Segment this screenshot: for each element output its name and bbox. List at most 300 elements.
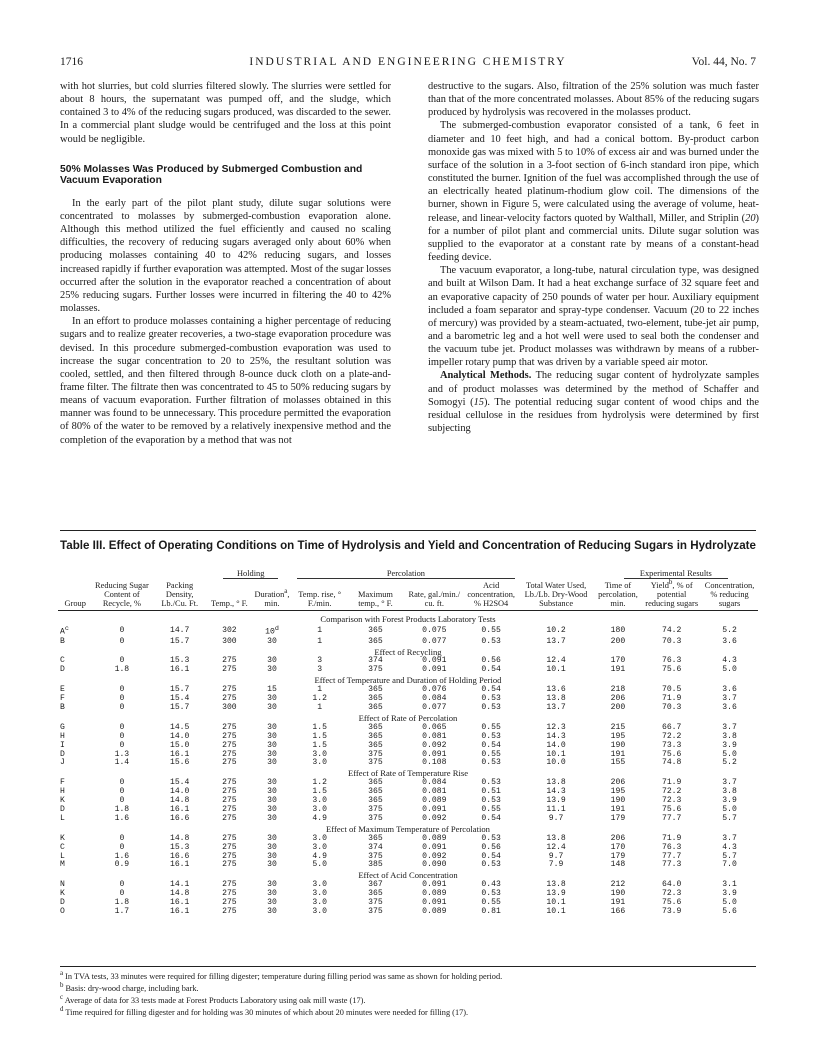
cell-temp: 275 (222, 685, 237, 695)
cell-duration: 30 (267, 804, 277, 814)
cell-time: 191 (610, 898, 626, 908)
col-header-yield (642, 578, 701, 608)
cell-maxtemp: 375 (368, 665, 383, 675)
cell-rise: 4.9 (312, 851, 327, 861)
footnote-mark: c (60, 993, 64, 1001)
cell-time: 190 (610, 740, 626, 750)
cell-yield: 76.3 (661, 842, 682, 852)
cell-yield: 76.3 (661, 656, 682, 666)
cell-time: 155 (610, 758, 626, 768)
cell-rise: 3.0 (312, 758, 327, 768)
cell-conc: 5.6 (722, 906, 737, 916)
cell-temp: 275 (222, 833, 237, 843)
cell-density: 16.6 (169, 813, 190, 823)
footnote (60, 1005, 756, 1017)
cell-group: D (60, 665, 65, 675)
cell-time: 170 (610, 656, 626, 666)
cell-acid: 0.53 (481, 833, 501, 843)
cell-duration: 30 (267, 758, 277, 768)
cell-acid: 0.55 (481, 804, 501, 814)
cell-time: 179 (610, 813, 626, 823)
cell-maxtemp: 367 (368, 880, 383, 890)
cell-density: 14.0 (169, 787, 190, 797)
cell-rise: 1.5 (312, 740, 327, 750)
cell-conc: 4.3 (722, 656, 737, 666)
cell-rise: 1.2 (312, 778, 327, 788)
cell-group: J (60, 758, 65, 768)
cell-rate: 0.091 (422, 749, 447, 759)
cell-group: B (60, 703, 65, 713)
cell-maxtemp: 374 (368, 656, 383, 666)
section-heading-row (58, 611, 758, 625)
cell-acid: 0.54 (481, 665, 501, 675)
cell-maxtemp: 365 (368, 778, 383, 788)
cell-water: 13.8 (546, 778, 566, 788)
cell-conc: 3.6 (722, 685, 737, 695)
cell-time: 215 (610, 722, 626, 732)
table-row (58, 899, 758, 908)
cell-group: D (60, 898, 65, 908)
cell-group: K (60, 833, 65, 843)
cell-group: G (60, 722, 65, 732)
col-header-rate: Rate, gal./min./ cu. ft. (408, 589, 461, 609)
cell-duration: 30 (267, 749, 277, 759)
table-row (58, 625, 758, 638)
cell-group: N (60, 880, 65, 890)
table-caption: Table III. Effect of Operating Conditions on Time of Hydrolysis and Yield and Concentration of Reducing Sugars in Hydrolyzate (60, 539, 756, 552)
col-header-temp-rise: Temp. rise, ° F./min. (298, 589, 342, 609)
cell-water: 9.7 (548, 813, 564, 823)
cell-conc: 3.6 (722, 703, 737, 713)
cell-yield: 71.9 (661, 833, 682, 843)
cell-acid: 0.56 (481, 842, 501, 852)
cell-yield: 70.3 (661, 703, 682, 713)
footnote (60, 993, 756, 1005)
cell-temp: 275 (222, 656, 237, 666)
cell-group: F (60, 778, 65, 788)
cell-rise: 1.2 (312, 694, 327, 704)
table-row (58, 657, 758, 666)
cell-yield: 66.7 (661, 722, 682, 732)
cell-density: 16.1 (169, 906, 190, 916)
cell-rate: 0.091 (422, 665, 447, 675)
cell-recycle: 0 (119, 842, 125, 852)
section-heading-row (58, 824, 758, 835)
cell-rise: 3.0 (312, 833, 327, 843)
cell-yield: 75.6 (661, 898, 682, 908)
cell-duration: 30 (267, 833, 277, 843)
cell-time: 190 (610, 889, 626, 899)
cell-acid: 0.53 (481, 694, 501, 704)
cell-rate: 0.081 (422, 731, 447, 741)
cell-acid: 0.43 (481, 880, 501, 890)
cell-duration: 30 (267, 740, 277, 750)
cell-rate: 0.091 (422, 880, 447, 890)
col-header-recycle: Reducing Sugar Content of Recycle, % (95, 580, 149, 609)
cell-yield: 74.8 (661, 758, 682, 768)
cell-rise: 3.0 (312, 889, 327, 899)
cell-conc: 5.2 (722, 758, 737, 768)
cell-rate: 0.089 (422, 796, 447, 806)
cell-acid: 0.53 (481, 860, 501, 870)
cell-rise: 3.0 (312, 842, 327, 852)
cell-conc: 3.8 (722, 787, 737, 797)
cell-rise: 1 (317, 685, 323, 695)
table-row (58, 686, 758, 695)
table-row (58, 751, 758, 760)
table-row (58, 742, 758, 751)
footnote-mark: b (668, 578, 673, 587)
cell-rate: 0.091 (422, 842, 447, 852)
right-paragraph-2-text-b: ) for a number of pilot plant and commercial units. Dilute sugar solution was supplied to the evaporator at a constant rate by means of a constant-head feeding device. (428, 212, 759, 264)
left-paragraph-1: with hot slurries, but cold slurries filtered slowly. The slurries were settled for about 8 hours, the supernatant was pumped off, and the sludge, which contained 3 to 4% of the reducing sugars produced, was discarded to the sewer. In a commercial plant sludge would be centrifuged and the loss at this point would be negligible. (60, 81, 391, 145)
cell-conc: 5.0 (722, 898, 737, 908)
cell-duration: 30 (267, 889, 277, 899)
cell-rise: 3.0 (312, 796, 327, 806)
cell-time: 191 (610, 665, 626, 675)
cell-conc: 3.7 (722, 694, 737, 704)
cell-rate: 0.092 (422, 813, 447, 823)
cell-duration: 30 (267, 813, 277, 823)
cell-water: 12.4 (546, 656, 566, 666)
cell-density: 16.1 (169, 665, 190, 675)
table-row (58, 815, 758, 824)
cell-acid: 0.55 (481, 749, 501, 759)
cell-acid: 0.81 (481, 906, 501, 916)
cell-maxtemp: 375 (368, 898, 383, 908)
col-header-duration-unit: , min. (264, 589, 290, 609)
cell-temp: 275 (222, 758, 237, 768)
cell-maxtemp: 365 (368, 833, 383, 843)
cell-water: 10.1 (546, 749, 566, 759)
table-footnotes (60, 969, 756, 1017)
cell-water: 13.8 (546, 833, 566, 843)
section-heading: 50% Molasses Was Produced by Submerged Combustion and Vacuum Evaporation (60, 163, 363, 187)
cell-recycle: 0 (119, 880, 125, 890)
col-header-concentration: Concentration, % reducing sugars (704, 580, 755, 609)
cell-time: 195 (610, 787, 626, 797)
running-header (60, 56, 756, 72)
section-heading-row (58, 675, 758, 686)
cell-acid: 0.51 (481, 787, 501, 797)
section-title: Effect of Acid Concentration (358, 870, 458, 881)
cell-rise: 1 (317, 636, 323, 646)
cell-water: 7.9 (548, 860, 564, 870)
cell-acid: 0.56 (481, 656, 501, 666)
cell-rise: 3.0 (312, 804, 327, 814)
cell-water: 13.8 (546, 694, 566, 704)
section-title: Effect of Recycling (374, 646, 442, 657)
cell-maxtemp: 365 (368, 889, 383, 899)
cell-duration: 30 (267, 898, 277, 908)
cell-rate: 0.077 (422, 703, 447, 713)
cell-temp: 275 (222, 740, 237, 750)
cell-rate: 0.090 (422, 860, 447, 870)
cell-recycle: 0 (119, 889, 125, 899)
cell-maxtemp: 365 (368, 625, 383, 635)
cell-maxtemp: 365 (368, 703, 383, 713)
holding-group-header: Holding (223, 569, 278, 579)
cell-temp: 275 (222, 796, 237, 806)
cell-rate: 0.089 (422, 889, 447, 899)
cell-yield: 75.6 (661, 804, 682, 814)
cell-yield: 75.6 (661, 749, 682, 759)
cell-group: D (60, 749, 65, 759)
cell-yield: 77.7 (661, 813, 682, 823)
cell-density: 15.7 (169, 685, 190, 695)
cell-conc: 5.7 (722, 851, 737, 861)
cell-rise: 1.5 (312, 722, 327, 732)
cell-rate: 0.089 (422, 906, 447, 916)
cell-yield: 75.6 (661, 665, 682, 675)
cell-recycle: 0.9 (114, 860, 130, 870)
cell-water: 13.7 (546, 636, 566, 646)
cell-conc: 3.9 (722, 796, 737, 806)
cell-temp: 275 (222, 842, 237, 852)
cell-time: 166 (610, 906, 626, 916)
cell-acid: 0.53 (481, 889, 501, 899)
cell-water: 11.1 (546, 804, 566, 814)
cell-yield: 72.2 (661, 731, 682, 741)
cell-time: 200 (610, 703, 626, 713)
cell-maxtemp: 365 (368, 787, 383, 797)
cell-conc: 3.7 (722, 778, 737, 788)
cell-rise: 5.0 (312, 860, 327, 870)
cell-duration: 30 (267, 722, 277, 732)
cell-yield: 74.2 (661, 625, 682, 635)
cell-group: $A^c$ (60, 625, 69, 637)
cell-conc: 3.7 (722, 833, 737, 843)
cell-time: 206 (610, 778, 626, 788)
cell-time: 206 (610, 694, 626, 704)
cell-conc: 5.0 (722, 749, 737, 759)
cell-maxtemp: 375 (368, 749, 383, 759)
section-title: Effect of Temperature and Duration of Holding Period (314, 675, 502, 686)
cell-maxtemp: 365 (368, 731, 383, 741)
cell-rate: 0.092 (422, 851, 447, 861)
col-header-yield-label: Yield (650, 580, 669, 590)
footnote (60, 969, 756, 981)
cell-yield: 72.3 (661, 889, 682, 899)
cell-conc: 4.3 (722, 842, 737, 852)
right-paragraph-2 (428, 119, 759, 264)
cell-recycle: 0 (119, 740, 125, 750)
right-paragraph-2-text-a: The submerged-combustion evaporator consisted of a tank, 6 feet in diameter and 10 feet high, and had a conical bottom. By-product carbon monoxide gas was mixed with 5 to 10% of excess air and was burned under the surface of the solution in a 3-foot section of 6-inch standard iron pipe, which constituted the burner. Ignition of the fuel was accomplished through the use of an electrically heated platinum-rhodium glow coil. The dimensions of the burner, shown in Figure 5, were calculated using the average of volume, heat-release, and linear-velocity factors quoted by Walthall, Miller, and Striplin ( (428, 120, 759, 224)
cell-group: E (60, 685, 65, 695)
cell-group: B (60, 636, 65, 646)
cell-water: 13.9 (546, 796, 566, 806)
table-row (58, 835, 758, 844)
cell-rise: 3.0 (312, 906, 327, 916)
col-header-density: Packing Density, Lb./Cu. Ft. (161, 580, 199, 609)
cell-density: 16.1 (169, 898, 190, 908)
cell-temp: 275 (222, 880, 237, 890)
table-row (58, 806, 758, 815)
cell-temp: 275 (222, 694, 237, 704)
experimental-results-group-header: Experimental Results (624, 569, 728, 579)
cell-yield: 70.5 (661, 685, 682, 695)
cell-time: 148 (610, 860, 626, 870)
table-row (58, 704, 758, 713)
citation-ref: 20 (745, 212, 756, 224)
table-header-row (58, 578, 758, 608)
table-row (58, 853, 758, 862)
cell-acid: 0.53 (481, 731, 501, 741)
footnote-text: Average of data for 33 tests made at Forest Products Laboratory using oak mill waste (17). (63, 995, 366, 1005)
right-column (428, 80, 759, 435)
cell-maxtemp: 375 (368, 906, 383, 916)
cell-group: L (60, 813, 65, 823)
right-paragraph-4 (428, 369, 759, 435)
cell-density: 15.3 (169, 842, 190, 852)
cell-density: 15.7 (169, 636, 190, 646)
percolation-group-header: Percolation (297, 569, 515, 579)
cell-group: M (60, 860, 65, 870)
cell-water: 10.0 (546, 758, 566, 768)
col-header-time-percolation: Time of percolation, min. (598, 580, 638, 609)
footnote-text: In TVA tests, 33 minutes were required for filling digester; temperature during filling period was same as shown for holding period. (63, 971, 503, 981)
cell-maxtemp: 375 (368, 813, 383, 823)
cell-recycle: 1.3 (114, 749, 130, 759)
col-header-acid: Acid concentration, % H2SO4 (467, 580, 515, 609)
cell-maxtemp: 375 (368, 804, 383, 814)
cell-recycle: 0 (119, 731, 125, 741)
cell-rate: 0.081 (422, 787, 447, 797)
cell-temp: 275 (222, 906, 237, 916)
cell-duration: 30 (267, 694, 277, 704)
cell-recycle: 1.6 (114, 813, 130, 823)
cell-rate: 0.065 (422, 722, 447, 732)
cell-water: 13.6 (546, 685, 566, 695)
citation-ref: 15 (473, 396, 484, 408)
cell-maxtemp: 375 (368, 851, 383, 861)
col-header-max-temp: Maximum temp., ° F. (358, 589, 393, 609)
cell-duration: 15 (267, 685, 277, 695)
cell-conc: 3.9 (722, 740, 737, 750)
cell-rise: 1.5 (312, 731, 327, 741)
cell-rise: 3.0 (312, 898, 327, 908)
cell-group: C (60, 656, 65, 666)
cell-density: 14.8 (169, 796, 190, 806)
cell-rate: 0.089 (422, 833, 447, 843)
cell-rise: 1 (317, 703, 323, 713)
footnote-mark: d (60, 1005, 64, 1013)
cell-temp: 275 (222, 804, 237, 814)
table-row (58, 908, 758, 917)
cell-water: 10.1 (546, 665, 566, 675)
cell-time: 212 (610, 880, 626, 890)
table-row (58, 779, 758, 788)
left-column (60, 80, 391, 447)
page-number: 1716 (60, 56, 83, 68)
cell-rate: 0.092 (422, 740, 447, 750)
cell-temp: 275 (222, 889, 237, 899)
section-heading-row (58, 713, 758, 724)
table-top-rule (60, 530, 756, 531)
cell-yield: 72.2 (661, 787, 682, 797)
cell-recycle: 0 (119, 833, 125, 843)
cell-temp: 300 (222, 636, 237, 646)
cell-duration: 30 (267, 851, 277, 861)
cell-density: 14.8 (169, 833, 190, 843)
cell-rate: 0.108 (422, 758, 447, 768)
cell-conc: 5.0 (722, 665, 737, 675)
table-row (58, 724, 758, 733)
cell-density: 16.1 (169, 804, 190, 814)
cell-water: 14.3 (546, 731, 566, 741)
footnote-text: Basis: dry-wood charge, including bark. (63, 983, 199, 993)
table-row (58, 733, 758, 742)
cell-group: L (60, 851, 65, 861)
cell-group: C (60, 842, 65, 852)
cell-rate: 0.084 (422, 694, 447, 704)
cell-recycle: 1.8 (114, 898, 130, 908)
section-title: Comparison with Forest Products Laboratory Tests (320, 614, 496, 625)
col-header-duration-label: Duration (254, 589, 285, 599)
cell-yield: 72.3 (661, 796, 682, 806)
cell-temp: 300 (222, 703, 237, 713)
cell-recycle: 0 (119, 685, 125, 695)
cell-density: 16.1 (169, 860, 190, 870)
cell-time: 179 (610, 851, 626, 861)
footnote-mark: b (60, 981, 64, 989)
cell-yield: 70.3 (661, 636, 682, 646)
cell-temp: 275 (222, 731, 237, 741)
table-row (58, 695, 758, 704)
cell-acid: 0.53 (481, 778, 501, 788)
cell-rate: 0.091 (422, 804, 447, 814)
footnote-mark: a (284, 587, 288, 596)
cell-time: 180 (610, 625, 626, 635)
section-heading-row (58, 768, 758, 779)
cell-conc: 3.6 (722, 636, 737, 646)
table-group-header-row (58, 569, 758, 578)
table-row (58, 797, 758, 806)
cell-water: 13.7 (546, 703, 566, 713)
cell-maxtemp: 374 (368, 842, 383, 852)
cell-rate: 0.084 (422, 778, 447, 788)
cell-group: I (60, 740, 65, 750)
cell-recycle: 1.7 (114, 906, 130, 916)
cell-acid: 0.53 (481, 703, 501, 713)
footnote-mark: d (274, 625, 279, 634)
right-paragraph-4-text-a: The reducing sugar content of hydrolyzate samples and of product molasses was determined by the method of Schaffer and Somogyi ( (428, 370, 759, 408)
cell-conc: 3.7 (722, 722, 737, 732)
cell-acid: 0.54 (481, 685, 501, 695)
cell-rise: 4.9 (312, 813, 327, 823)
cell-recycle: 1.8 (114, 804, 130, 814)
cell-recycle: 0 (119, 778, 125, 788)
cell-maxtemp: 365 (368, 694, 383, 704)
cell-water: 10.1 (546, 898, 566, 908)
cell-conc: 5.2 (722, 625, 737, 635)
cell-rise: 3 (317, 665, 323, 675)
cell-duration: 30 (267, 703, 277, 713)
cell-water: 14.0 (546, 740, 566, 750)
section-heading-row (58, 870, 758, 881)
cell-group: F (60, 694, 65, 704)
table-row (58, 638, 758, 647)
col-header-duration (251, 578, 294, 608)
cell-temp: 275 (222, 860, 237, 870)
table-iii (58, 569, 758, 917)
cell-duration: 10$^d$ (265, 625, 279, 637)
cell-rise: 1 (317, 625, 323, 635)
cell-temp: 275 (222, 665, 237, 675)
cell-rise: 3.0 (312, 880, 327, 890)
cell-time: 191 (610, 749, 626, 759)
cell-acid: 0.55 (481, 722, 501, 732)
